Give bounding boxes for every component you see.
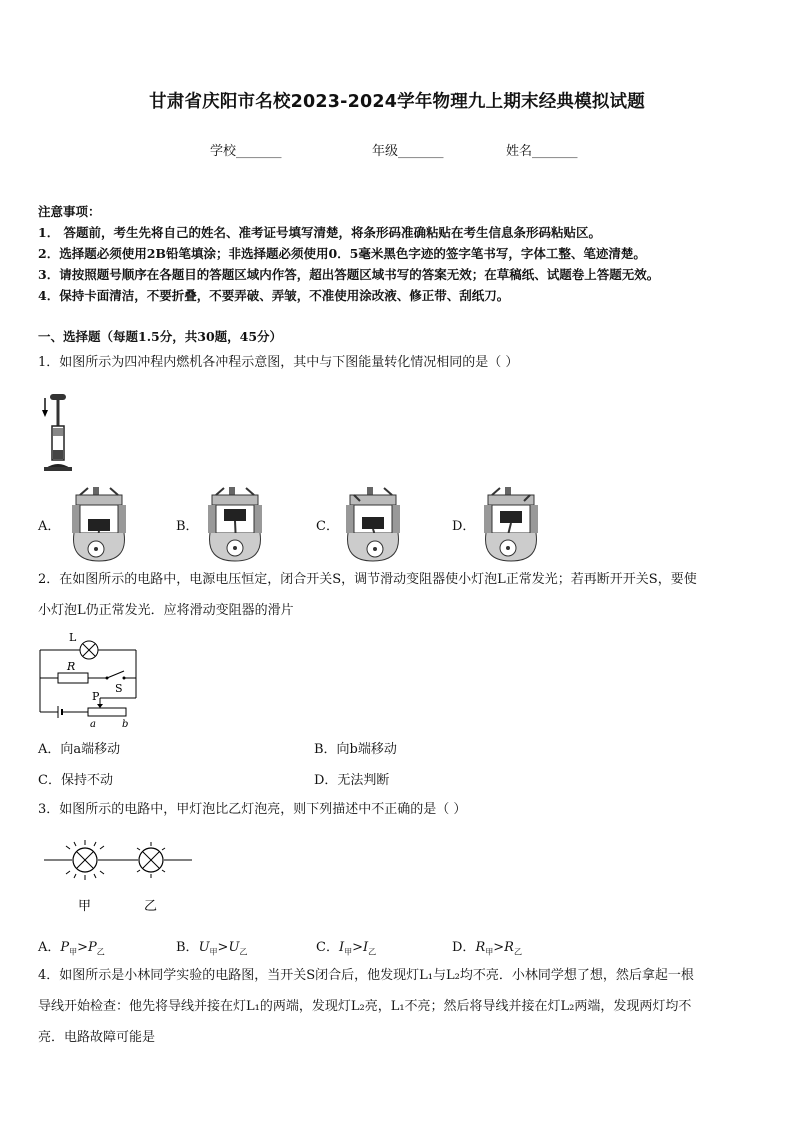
q3-series-lamps-diagram — [40, 834, 200, 914]
engine-figure-d — [478, 485, 544, 565]
school-field[interactable]: 学校_______ — [210, 144, 282, 159]
switch-label-s: S — [115, 682, 123, 695]
q3-option-c[interactable]: C．$I_甲>I_乙$ — [316, 940, 377, 957]
engine-figure-b — [202, 485, 268, 565]
q2-option-a[interactable]: A．向a端移动 — [38, 742, 121, 757]
q1-option-d-label[interactable]: D． — [452, 519, 476, 534]
q4-stem-line3: 亮．电路故障可能是 — [38, 1030, 156, 1045]
air-pump-figure — [36, 390, 76, 475]
lamp-label-yi: 乙 — [144, 899, 158, 914]
q3-option-b[interactable]: B．$U_甲>U_乙$ — [176, 940, 248, 957]
notice-item-2: 2．选择题必须使用2B铅笔填涂；非选择题必须使用0．5毫米黑色字迹的签字笔书写，字体工整、笔迹清楚。 — [38, 246, 646, 261]
terminal-label-b: b — [122, 719, 129, 730]
lamp-label-jia: 甲 — [78, 899, 92, 914]
engine-figure-a — [66, 485, 132, 565]
q1-option-c-label[interactable]: C． — [316, 519, 339, 534]
notice-item-4: 4．保持卡面清洁，不要折叠，不要弄破、弄皱，不准使用涂改液、修正带、刮纸刀。 — [38, 288, 510, 303]
q2-stem-line1: 2．在如图所示的电路中，电源电压恒定，闭合开关S，调节滑动变阻器使小灯泡L正常发光；若再断开开关S，要使 — [38, 572, 697, 587]
q1-option-a-label[interactable]: A． — [38, 519, 61, 534]
notice-heading: 注意事项： — [38, 204, 101, 219]
resistor-label-r: R — [67, 660, 76, 673]
lamp-label-l: L — [69, 631, 77, 644]
q2-option-c[interactable]: C．保持不动 — [38, 773, 113, 788]
q4-stem-line1: 4．如图所示是小林同学实验的电路图，当开关S闭合后，他发现灯L₁与L₂均不亮．小林同学想了想，然后拿起一根 — [38, 968, 694, 983]
name-field[interactable]: 姓名_______ — [506, 144, 578, 159]
notice-item-1: 1． 答题前，考生先将自己的姓名、准考证号填写清楚，将条形码准确粘贴在考生信息条形码粘贴区。 — [38, 225, 602, 240]
q2-option-b[interactable]: B．向b端移动 — [314, 742, 397, 757]
page-title: 甘肃省庆阳市名校2023-2024学年物理九上期末经典模拟试题 — [149, 92, 645, 112]
q3-stem: 3．如图所示的电路中，甲灯泡比乙灯泡亮，则下列描述中不正确的是（ ） — [38, 802, 467, 817]
q1-option-b-label[interactable]: B． — [176, 519, 199, 534]
q2-stem-line2: 小灯泡L仍正常发光．应将滑动变阻器的滑片 — [38, 603, 294, 618]
grade-field[interactable]: 年级_______ — [372, 144, 444, 159]
q1-stem: 1．如图所示为四冲程内燃机各冲程示意图，其中与下图能量转化情况相同的是（ ） — [38, 355, 519, 370]
terminal-label-a: a — [90, 719, 96, 730]
q4-stem-line2: 导线开始检查：他先将导线并接在灯L₁的两端，发现灯L₂亮，L₁不亮；然后将导线并接在灯L₂两端，发现两灯均不 — [38, 999, 692, 1014]
q3-option-a[interactable]: A．$P_甲>P_乙$ — [38, 940, 105, 957]
section-heading: 一、选择题（每题1.5分，共30题，45分） — [38, 329, 283, 344]
q2-circuit-diagram — [36, 628, 146, 730]
slider-label-p: P — [92, 690, 100, 703]
engine-figure-c — [340, 485, 406, 565]
notice-item-3: 3．请按照题号顺序在各题目的答题区域内作答，超出答题区域书写的答案无效；在草稿纸、试题卷上答题无效。 — [38, 267, 660, 282]
q2-option-d[interactable]: D．无法判断 — [314, 773, 390, 788]
q3-option-d[interactable]: D．$R_甲>R_乙$ — [452, 940, 522, 957]
